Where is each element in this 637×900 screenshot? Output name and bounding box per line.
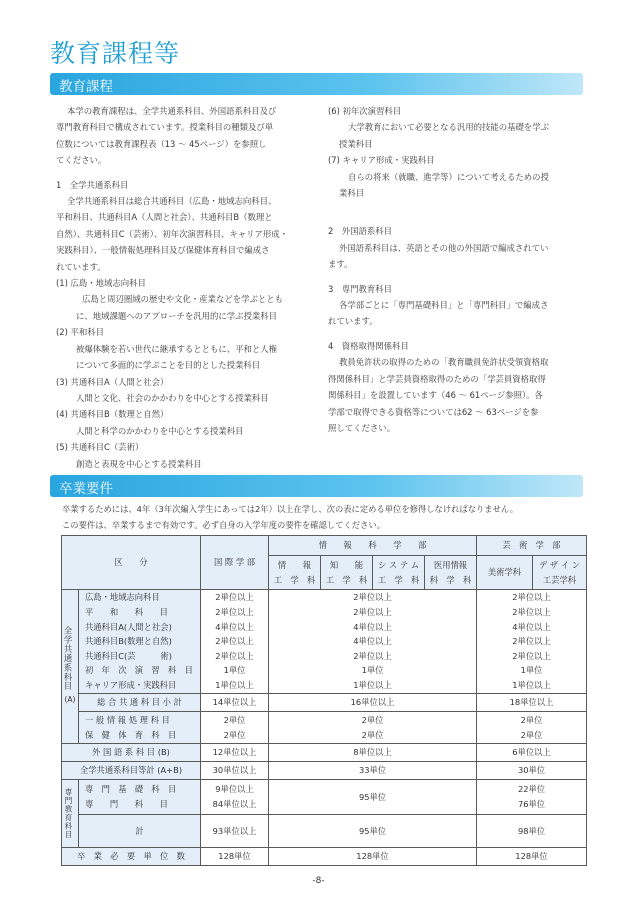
paragraph-line: 人間と文化、社会のかかわりを中心とする授業科目 [76,392,269,403]
header-dept-intel: 知 能 工 学 科 [321,556,373,590]
total-common-label: 全学共通系科目等計 (A+B) [62,762,201,780]
paragraph-line: 自らの将来（就職、進学等）について考えるための授 [348,171,549,182]
paragraph-line [328,201,588,223]
header-faculty-art: 芸 術 学 部 [477,536,587,556]
paragraph-line: 本学の教育課程は、全学共通系科目、外国語系科目及び [67,106,277,116]
paragraph-line: 授業科目 [339,138,373,149]
paragraph-line: 学部で取得できる資格等については62 ～ 63ページを参 [328,406,539,417]
grad-intl: 128単位 [201,848,269,866]
group-a-mark: (A) [64,694,76,704]
general-intl: 2単位 2単位 [201,712,269,744]
header-faculty-info: 情 報 科 学 部 [269,536,477,556]
general-subjects: 一 般 情 報 処 理 科 目 保 健 体 育 科 目 [79,712,201,744]
paragraph-line: 大学教育において必要となる汎用的技能の基礎を学ぶ [348,122,549,133]
header-dept-med: 医用情報 科 学 科 [425,556,477,590]
foreign-intl: 12単位以上 [201,744,269,762]
paragraph-line: ます。 [328,259,353,270]
paragraph-line: (3) 共通科目A（人間と社会） [56,376,169,387]
paragraph-line: 位数については教育課程表（13 ～ 45ページ）を参照し [56,138,267,149]
senmon-intl: 9単位以上 84単位以上 [201,780,269,815]
foreign-info: 8単位以上 [269,744,477,762]
foreign-art: 6単位以上 [477,744,587,762]
subtotal-intl: 14単位以上 [201,694,269,712]
common-subjects: 広島・地域志向科目 平 和 科 目 共通科目A(人間と社会) 共通科目B(数理と自然) 共通科目C(芸 術) 初 年 次 演 習 科 目 キャリア形成・実践科目 [79,590,201,694]
senmon-total-intl: 93単位以上 [201,815,269,848]
paragraph-line: (4) 共通科目B（数理と自然） [56,409,169,420]
requirements-text [62,501,518,533]
common-info: 2単位以上 2単位以上 4単位以上 4単位以上 2単位以上 1単位 1単位以上 [269,590,477,694]
paragraph-line: 外国語系科目は、英語とその他の外国語で編成されてい [339,242,549,253]
paragraph-line: 広島と周辺圏域の歴史や文化・産業などを学ぶととも [82,294,283,305]
header-dept-fineart: 美術学科 [477,556,533,590]
paragraph-line: に、地域課題へのアプローチを汎用的に学ぶ授業科目 [76,310,277,321]
page-number: -8- [312,876,325,886]
paragraph-line [56,169,321,177]
paragraph-line: 創造と表現を中心とする授業科目 [76,458,202,469]
graduation-requirements-table [61,535,587,866]
senmon-subjects: 専 門 基 礎 科 目 専 門 科 目 [79,780,201,815]
senmon-info: 95単位 [269,780,477,815]
senmon-total-info: 95単位 [269,815,477,848]
page-title: 教育課程等 [50,39,181,68]
general-art: 2単位 2単位 [477,712,587,744]
paragraph-line: 2 外国語系科目 [328,226,392,237]
paragraph-line [328,273,588,281]
paragraph-line: 業科目 [339,188,365,199]
paragraph-line: (2) 平和科目 [56,327,105,338]
paragraph-line: れています。 [56,261,106,272]
grad-info: 128単位 [269,848,477,866]
section-heading-label: 卒業要件 [59,481,113,497]
paragraph-line: 実践科目）、一般情報処理科目及び保健体育科目で編成さ [56,245,270,256]
subtotal-info: 16単位以上 [269,694,477,712]
header-category: 区 分 [62,536,201,590]
right-column [328,103,588,436]
paragraph-line: 得関係科目」と学芸員資格取得のための「学芸員資格取得 [328,373,546,384]
subtotal-label: 総 合 共 通 科 目 小 計 [79,694,201,712]
senmon-total-art: 98単位 [477,815,587,848]
common-art: 2単位以上 2単位以上 4単位以上 2単位以上 2単位以上 1単位 1単位以上 [477,590,587,694]
section-heading-label: 教育課程 [59,79,113,95]
paragraph-line: 平和科目、共通科目A（人間と社会）、共通科目B（数理と [56,212,273,223]
paragraph-line: 4 資格取得関係科目 [328,340,409,351]
subtotal-art: 18単位以上 [477,694,587,712]
requirements-line: 卒業するためには、4年（3年次編入学生にあっては2年）以上在学し、次の表に定める単位を修得しなければなりません。 [62,504,518,514]
paragraph-line: (1) 広島・地域志向科目 [56,278,146,289]
left-column [56,103,321,472]
header-dept-design: デ ザ イ ン 工芸学科 [533,556,587,590]
group-senmon-label: 専門教育科目 [64,788,73,839]
paragraph-line: てください。 [56,155,107,166]
paragraph-line [328,330,588,338]
paragraph-line: 3 専門教育科目 [328,283,392,294]
group-senmon [62,780,79,848]
senmon-total-label: 計 [79,815,201,848]
grad-label: 卒 業 必 要 単 位 数 [62,848,201,866]
paragraph-line: 各学部ごとに「専門基礎科目」と「専門科目」で編成さ [339,300,549,311]
total-common-info: 33単位 [269,762,477,780]
paragraph-line: 照してください。 [328,422,395,433]
paragraph-line: 関係科目」を設置しています（46 ～ 61ページ参照）。各 [328,390,543,401]
section-heading-curriculum [50,73,583,95]
foreign-label: 外 国 語 系 科 目 (B) [62,744,201,762]
header-faculty-intl: 国 際 学 部 [201,536,269,590]
paragraph-line: (5) 共通科目C（芸術） [56,442,144,453]
paragraph-line: について多面的に学ぶことを目的とした授業科目 [76,360,261,371]
total-common-intl: 30単位以上 [201,762,269,780]
total-common-art: 30単位 [477,762,587,780]
group-zengaku-label: 全学共通系科目 [63,625,73,691]
paragraph-line: 人間と科学のかかわりを中心とする授業科目 [76,425,244,436]
paragraph-line: (6) 初年次演習科目 [328,106,402,116]
group-zengaku [62,590,79,744]
requirements-line: この要件は、卒業するまで有効です。必ず自身の入学年度の要件を確認してください。 [62,520,385,530]
section-heading-graduation [50,475,583,497]
paragraph-line: 自然）、共通科目C（芸術）、初年次演習科目、キャリア形成・ [56,228,288,239]
paragraph-line: 1 全学共通系科目 [56,179,129,190]
header-dept-sys: シ ス テ ム 工 学 科 [373,556,425,590]
paragraph-line: 全学共通系科目は総合共通科目（広島・地域志向科目、 [67,196,277,207]
grad-art: 128単位 [477,848,587,866]
header-dept-info: 情 報 工 学 科 [269,556,321,590]
common-intl: 2単位以上 2単位以上 4単位以上 2単位以上 2単位以上 1単位 1単位以上 [201,590,269,694]
paragraph-line: 専門教育科目で構成されています。授業科目の種類及び単 [56,122,274,133]
paragraph-line: 被爆体験を若い世代に継承するとともに、平和と人権 [76,343,277,354]
paragraph-line: 教員免許状の取得のための「教育職員免許状受領資格取 [339,357,549,368]
general-info: 2単位 2単位 [269,712,477,744]
senmon-art: 22単位 76単位 [477,780,587,815]
paragraph-line: (7) キャリア形成・実践科目 [328,155,435,166]
paragraph-line: れています。 [328,316,378,327]
